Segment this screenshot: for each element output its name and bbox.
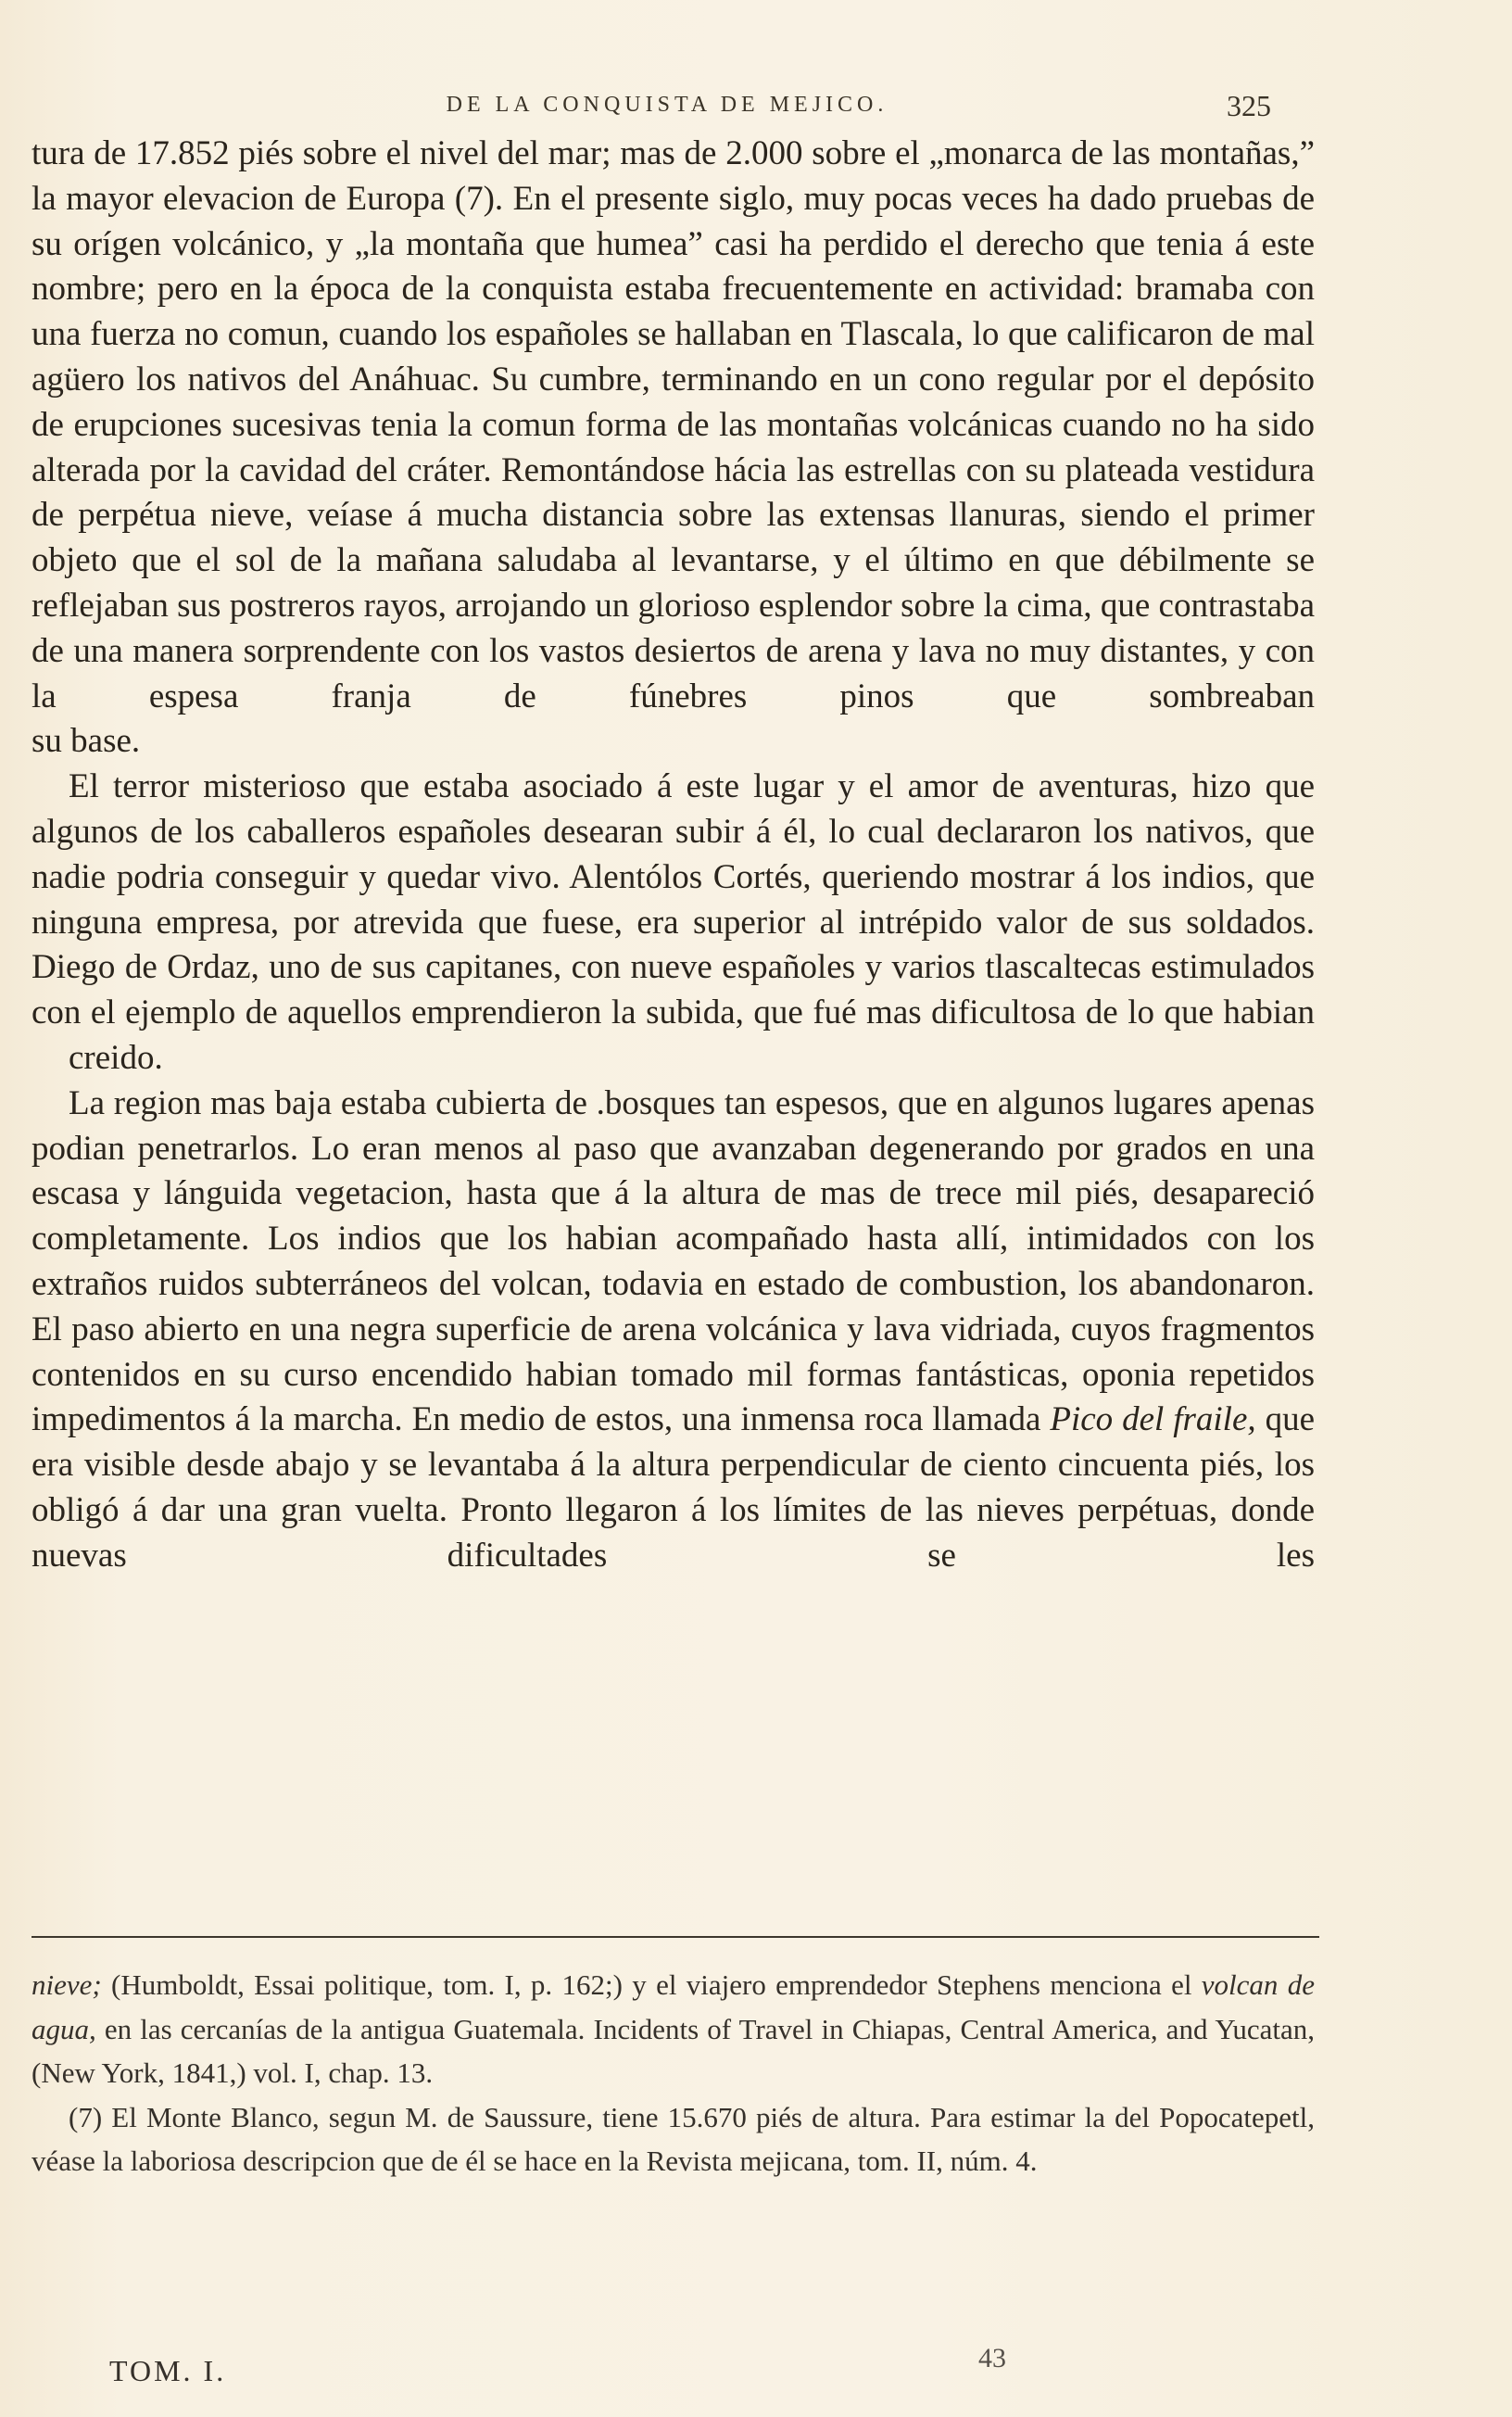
paragraph-1-last-line: su base. — [32, 722, 141, 761]
sheet-number: 43 — [978, 2343, 1006, 2373]
paragraph-1-text: tura de 17.852 piés sobre el nivel del mar; mas de 2.000 sobre el „monarca de las montañas,” la mayor elevacion de Europa (7). En el presente siglo, muy pocas veces ha dado pruebas de su orígen volcánico, y „la montaña que humea” casi ha perdido el derecho que tenia á este nombre; pero en la época de la conquista estaba frecuentemente en actividad: bramaba con una fuerza no comun, cuando los españoles se hallaban en Tlascala, lo que calificaron de mal agüero los nativos del Anáhuac. Su cumbre, terminando en un cono regular por el depósito de erupciones sucesivas tenia la comun forma de las montañas volcánicas cuando no ha sido alterada por la cavidad del cráter. Remontándose hácia las estrellas con su plateada vestidura de perpétua nieve, veíase á mucha distancia sobre las extensas llanuras, siendo el primer objeto que el sol de la mañana saludaba al levantarse, y el último en que débilmente se reflejaban sus postreros rayos, arrojando un glorioso esplendor sobre la cima, que contrastaba de una manera sorprendente con los vastos desiertos de arena y lava no muy distantes, y con la espesa franja de fúnebres pinos que sombreaban — [32, 134, 1316, 715]
footnote-continued — [32, 1963, 1315, 2095]
footnote-7: (7) El Monte Blanco, segun M. de Saussure, tiene 15.670 piés de altura. Para estimar la del Popocatepetl, véase la laboriosa descripcion que de él se hace en la Revista mejicana, tom. II, núm. 4. — [32, 2100, 1315, 2177]
paragraph-2 — [32, 765, 1315, 1082]
pico-del-fraile: Pico del fraile, — [1050, 1400, 1256, 1439]
footnote-italic-nieve: nieve; — [32, 1968, 102, 2001]
paragraph-1 — [32, 132, 1315, 765]
paragraph-3-text-b: que era visible desde abajo y se levantaba á la altura perpendicular de ciento cincuenta piés, los obligó á dar una gran vuelta. Pronto llegaron á los límites de las nieves perpétuas, donde nuevas dificultades se les — [32, 1400, 1316, 1575]
volume-signature: TOM. I. — [109, 2354, 227, 2387]
paragraph-3 — [32, 1082, 1315, 1579]
footnote-italic-volcan: volcan de agua, — [32, 1968, 1316, 2045]
page-number: 325 — [1227, 89, 1271, 122]
paragraph-2-text: El terror misterioso que estaba asociado á este lugar y el amor de aventuras, hizo que algunos de los caballeros españoles desearan subir á él, lo cual declararon los nativos, que nadie podria conseguir y quedar vivo. Alentólos Cortés, queriendo mostrar á los indios, que ninguna empresa, por atrevida que fuese, era superior al intrépido valor de sus soldados. Diego de Ordaz, uno de sus capitanes, con nueve españoles y varios tlascaltecas estimulados con el ejemplo de aquellos emprendieron la subida, que fué mas dificultosa de lo que habian — [32, 767, 1315, 1032]
footnote-divider — [32, 1936, 1319, 1938]
paragraph-3-text-a: La region mas baja estaba cubierta de .bosques tan espesos, que en algunos lugares apenas podian penetrarlos. Lo eran menos al paso que avanzaban degenerando por grados en una escasa y lánguida vegetacion, hasta que á la altura de mas de trece mil piés, desapareció completamente. Los indios que los habian acompañado hasta allí, intimidados con los extraños ruidos subterráneos del volcan, todavia en estado de combustion, los abandonaron. El paso abierto en una negra superficie de arena volcánica y lava vidriada, cuyos fragmentos contenidos en su curso encendido habian tomado mil formas fantásticas, oponia repetidos impedimentos á la marcha. En medio de estos, una inmensa roca llamada — [32, 1083, 1315, 1439]
running-title: DE LA CONQUISTA DE MEJICO. — [446, 93, 888, 117]
main-text — [32, 132, 1315, 1579]
footnotes — [32, 1963, 1315, 2183]
footnote-1-text-b: en las cercanías de la antigua Guatemala. Incidents of Travel in Chiapas, Central America, and Yucatan, (New York, 1841,) vol. I, chap. 13. — [32, 2012, 1315, 2089]
footnote-1-text-a: (Humboldt, Essai politique, tom. I, p. 162;) y el viajero emprendedor Stephens menciona el — [111, 1968, 1192, 2001]
paragraph-2-last-line: creido. — [69, 1038, 163, 1077]
